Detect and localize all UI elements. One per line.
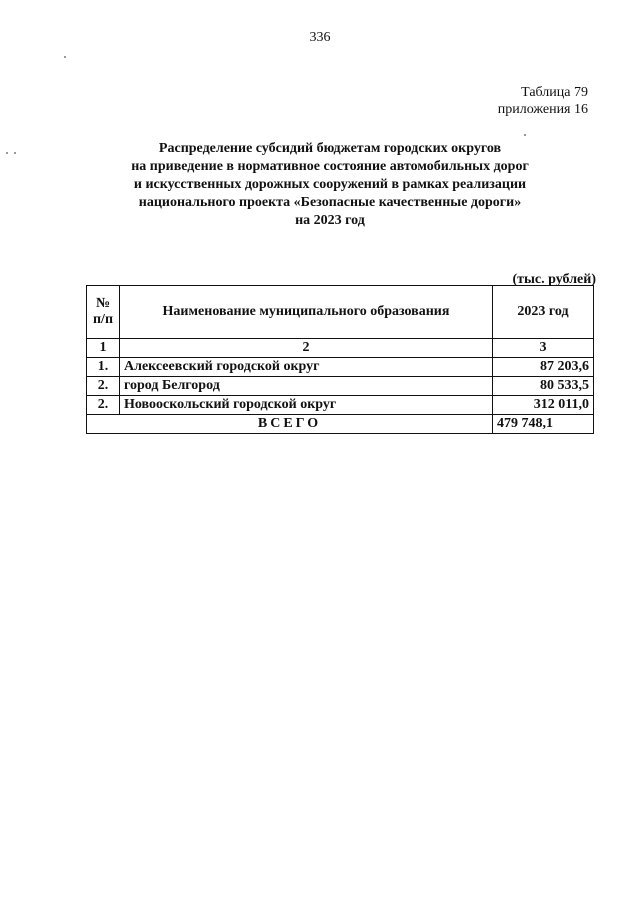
title-line: на приведение в нормативное состояние автомобильных дорог (131, 159, 529, 174)
municipality-name: Алексеевский городской округ (120, 358, 493, 377)
page-number: 336 (309, 30, 331, 45)
subsidy-value: 87 203,6 (493, 358, 594, 377)
units-label: (тыс. рублей) (512, 272, 596, 287)
document-title (60, 140, 600, 230)
table-row (87, 358, 594, 377)
title-line: на 2023 год (295, 213, 365, 228)
subsidy-value: 80 533,5 (493, 377, 594, 396)
scan-speck (64, 56, 66, 58)
row-number: 2. (87, 377, 120, 396)
title-line: национального проекта «Безопасные качественные дороги» (138, 195, 522, 210)
table-row (87, 377, 594, 396)
scan-speck (524, 134, 526, 136)
header-year: 2023 год (493, 286, 594, 339)
header-municipality: Наименование муниципального образования (120, 286, 493, 339)
header-number: № п/п (87, 286, 120, 339)
table-header-row (87, 286, 594, 339)
municipality-name: город Белгород (120, 377, 493, 396)
column-index-row (87, 339, 594, 358)
table-reference-number: Таблица 79 (521, 85, 588, 100)
column-index: 1 (87, 339, 120, 358)
table-row (87, 396, 594, 415)
title-line: и искусственных дорожных сооружений в рамках реализации (133, 177, 527, 192)
subsidy-value: 312 011,0 (493, 396, 594, 415)
title-line: Распределение субсидий бюджетам городских округов (158, 141, 502, 156)
table-reference (498, 84, 588, 118)
row-number: 2. (87, 396, 120, 415)
table-reference-appendix: приложения 16 (497, 102, 588, 117)
table-total-row (87, 415, 594, 434)
municipality-name: Новооскольский городской округ (120, 396, 493, 415)
column-index: 3 (493, 339, 594, 358)
scan-speck (6, 152, 8, 154)
row-number: 1. (87, 358, 120, 377)
total-value: 479 748,1 (493, 415, 594, 434)
subsidy-table (86, 285, 594, 434)
total-label: ВСЕГО (87, 415, 493, 434)
scan-speck (14, 152, 16, 154)
column-index: 2 (120, 339, 493, 358)
